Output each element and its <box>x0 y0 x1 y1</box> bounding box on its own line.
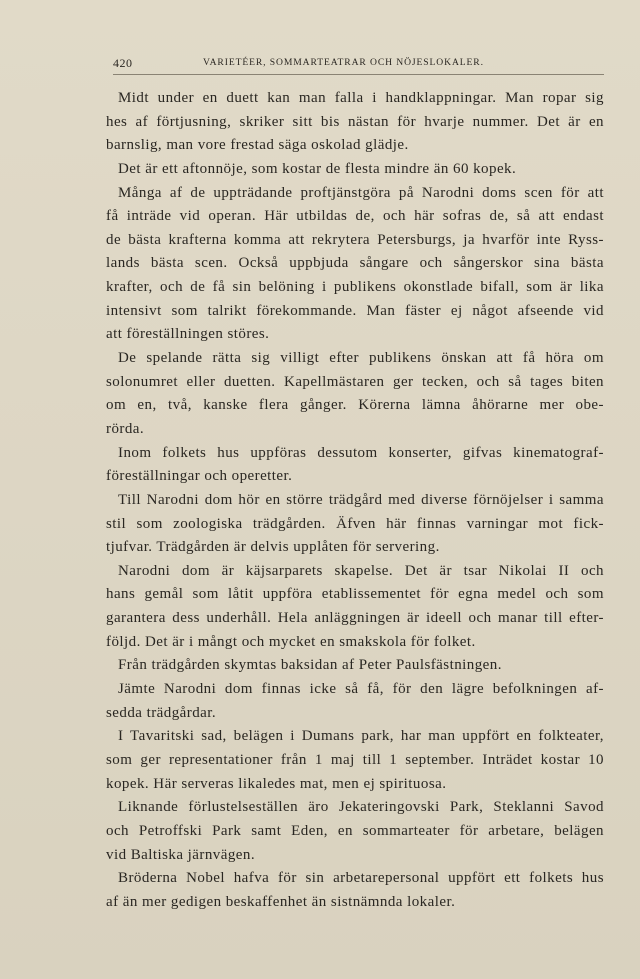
text-line: få inträde vid operan. Här utbildas de, och här sofras de, så att endast <box>106 208 604 225</box>
text-line: De spelande rätta sig villigt efter publikens önskan att få höra om <box>118 350 604 367</box>
page-number: 420 <box>113 56 133 70</box>
text-line: garantera dess underhåll. Hela anläggningen är ideell och manar till efter- <box>106 610 604 627</box>
text-line: Narodni dom är käjsarparets skapelse. Det är tsar Nikolai II och <box>118 562 604 579</box>
text-line: I Tavaritski sad, belägen i Dumans park, har man uppfört en folkteater, <box>118 728 604 745</box>
text-line: Till Narodni dom hör en större trädgård med diverse förnöjelser i samma <box>118 491 604 508</box>
text-line: Från trädgården skymtas baksidan af Peter Paulsfästningen. <box>118 657 502 674</box>
text-line: föreställningar och operetter. <box>106 468 293 485</box>
text-line: tjufvar. Trädgården är delvis upplåten för servering. <box>106 539 440 556</box>
text-line: kopek. Här serveras likaledes mat, men ej spirituosa. <box>106 775 447 792</box>
body-text <box>106 87 604 914</box>
text-line: följd. Det är i mångt och mycket en smakskola för folket. <box>106 633 476 650</box>
text-line: intensivt som talrikt förekommande. Man fäster ej något afseende vid <box>106 302 604 319</box>
running-head: VARIETÉER, SOMMARTEATRAR OCH NÖJESLOKALER. <box>203 57 484 68</box>
text-line: att föreställningen störes. <box>106 326 270 343</box>
text-line: stil som zoologiska trädgården. Äfven här finnas varningar mot fick- <box>106 515 604 532</box>
text-line: och Petroffski Park samt Eden, en sommarteater för arbetare, belägen <box>106 822 604 839</box>
text-line: hes af förtjusning, skriker sitt bis nästan för hvarje nummer. Det är en <box>106 113 604 130</box>
text-line: som ger representationer från 1 maj till 1 september. Inträdet kostar 10 <box>106 751 604 768</box>
text-line: de bästa krafterna komma att rekrytera Petersburgs, ja hvarför inte Ryss- <box>106 231 604 248</box>
text-line: Inom folkets hus uppföras dessutom konserter, gifvas kinematograf- <box>118 444 604 461</box>
text-line: lands bästa scen. Också uppbjuda sångare och sångerskor sina bästa <box>106 255 604 272</box>
text-line: af än mer gedigen beskaffenhet än sistnämnda lokaler. <box>106 893 456 910</box>
text-line: rörda. <box>106 420 145 437</box>
text-line: krafter, och de få sin belöning i publikens okonstlade bifall, som är lika <box>106 279 604 296</box>
text-line: hans gemål som låtit uppföra etablissementet för egna medel och som <box>106 586 604 603</box>
text-line: solonumret eller duetten. Kapellmästaren ger tecken, och så tages biten <box>106 373 604 390</box>
text-line: om en, två, kanske flera gånger. Körerna lämna åhörarne mer obe- <box>106 397 604 414</box>
text-line: Midt under en duett kan man falla i handklappningar. Man ropar sig <box>118 90 604 106</box>
text-line: vid Baltiska järnvägen. <box>106 846 256 863</box>
text-line: Många af de uppträdande proftjänstgöra på Narodni doms scen för att <box>118 184 604 201</box>
page-header <box>113 54 604 75</box>
text-line: Liknande förlustelseställen äro Jekateringovski Park, Steklanni Savod <box>118 799 604 816</box>
text-line: Bröderna Nobel hafva för sin arbetarepersonal uppfört ett folkets hus <box>118 870 604 887</box>
text-line: Det är ett aftonnöje, som kostar de flesta mindre än 60 kopek. <box>118 160 517 177</box>
text-line: sedda trädgårdar. <box>106 704 217 721</box>
text-line: barnslig, man vore frestad säga oskolad glädje. <box>106 137 409 154</box>
text-line: Jämte Narodni dom finnas icke så få, för den lägre befolkningen af- <box>118 681 604 698</box>
